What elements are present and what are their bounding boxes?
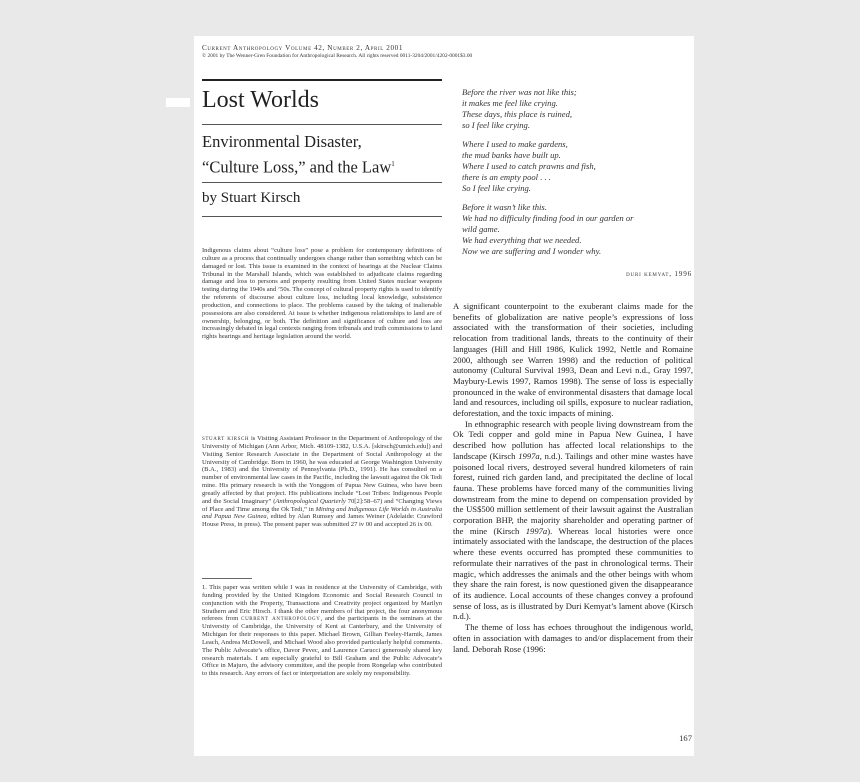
footnote: 1. This paper was written while I was in residence at the University of Cambridge, with funding provided by the United Kingdom Economic and Social Research Council in conjunction with the Property, Transactions and Creativity project organized by Marilyn Strathern and Eric Hirsch. I thank the other members of that project, the four anonymous referees from current anthropology, and the participants in the seminars at the University of Cambridge, the University of Kent at Canterbury, and the University of Michigan for their responses to this paper. Michael Brown, Gillian Feeley-Harnik, James Leach, Andrea McDowell, and Michael Wood also provided particularly helpful comments. The Public Advocate’s office, Davor Pevec, and Laurence Carucci generously shared key research materials. I am especially grateful to Bill Graham and the Public Advocate’s Office in Majuro, the advisory committee, and the people from Rongelap who contributed to this research. Any errors of fact or interpretation are solely my responsibility.	[202, 584, 443, 678]
subtitle-line-2: “Culture Loss,” and the Law$^1$	[202, 157, 395, 177]
article-subtitle	[202, 131, 395, 179]
body-paragraph: A significant counterpoint to the exuberant claims made for the benefits of globalization are native people’s expressions of loss associated with the transformation of their societies, including relocation from traditional lands, threats to the continuity of their languages (Hill and Hill 1986, Kulick 1992, Nettle and Romaine 2000, although see Warren 1998) and the reduction of political autonomy (Cultural Survival 1993, Dean and Levi n.d., Gray 1997, Maybury-Lewis 1997, Ramos 1998). The sense of loss is especially pronounced in the wake of environmental disasters that damage local land and resources, including oil spills, exposure to nuclear radiation, deforestation, and the toxic impacts of mining.	[453, 301, 693, 419]
title-rule	[202, 124, 442, 125]
title-rule-top	[202, 79, 442, 81]
poem-stanza: Where I used to make gardens, the mud banks have built up. Where I used to catch prawns and fish, there is an empty pool . . . So I feel like crying.	[462, 139, 596, 193]
subtitle-rule	[202, 182, 442, 183]
page-side-tab	[166, 98, 190, 107]
author-bio: stuart kirsch is Visiting Assistant Professor in the Department of Anthropology of the University of Michigan (Ann Arbor, Mich. 48109-1382, U.S.A. [skirsch@umich.edu]) and Visiting Senior Research Associate in the Department of Social Anthropology at the University of Cambridge. Born in 1960, he was educated at George Washington University (B.A., 1983) and the University of Pennsylvania (Ph.D., 1991). He has consulted on a number of environmental law cases in the Pacific, including the lawsuit against the Ok Tedi mine. His primary research is with the Yonggom of Papua New Guinea, who have been greatly affected by that project. His publications include “Lost Tribes: Indigenous People and the Social Imaginary” (Anthropological Quarterly 70[2]:58–67) and “Changing Views of Place and Time among the Ok Tedi,” in Mining and Indigenous Life Worlds in Australia and Papua New Guinea, edited by Alan Rumsey and James Weiner (Adelaide: Crawford House Press, in press). The present paper was submitted 27 iv 00 and accepted 26 ix 00.	[202, 435, 443, 529]
footnote-rule	[202, 578, 252, 579]
journal-header	[202, 44, 682, 60]
bio-name: stuart kirsch	[202, 435, 250, 442]
journal-copyright: © 2001 by The Wenner-Gren Foundation for Anthropological Research. All rights reserved 0011-3204/2001/4202-0001$3.00	[202, 53, 473, 59]
body-paragraph: The theme of loss has echoes throughout the indigenous world, often in association with damages to and/or displacement from their land. Deborah Rose (1996:	[453, 622, 693, 654]
epigraph-poem	[462, 87, 692, 265]
poem-stanza: Before it wasn’t like this. We had no difficulty finding food in our garden or wild game. We had everything that we needed. Now we are suffering and I wonder why.	[462, 202, 634, 256]
subtitle-line-1: Environmental Disaster,	[202, 132, 362, 151]
journal-citation: Current Anthropology Volume 42, Number 2, April 2001	[202, 44, 404, 52]
footnote-marker[interactable]: 1	[391, 160, 395, 168]
poem-attribution: duri kemyat, 1996	[626, 270, 692, 278]
article-title: Lost Worlds	[202, 87, 319, 113]
author-rule	[202, 216, 442, 217]
article-author: by Stuart Kirsch	[202, 190, 301, 206]
page-number: 167	[679, 733, 692, 743]
body-paragraph: In ethnographic research with people living downstream from the Ok Tedi copper and gold mine in Papua New Guinea, I have described how pollution has affected local relationships to the landscape (Kirsch 1997a, n.d.). Tailings and other mine wastes have poisoned local rivers, destroyed several hundred kilometers of rain forest, ruined rich garden land, and precipitated the decline of local fauna. These problems have forced many of the communities living downstream from the mine to depend on compensation provided by the US$500 million settlement of their lawsuit against the Australian corporation BHP, the majority shareholder and operating partner of the mine (Kirsch 1997a). Whereas local histories were once intimately associated with the landscape, the destruction of the places where these events occurred has prompted these communities to reformulate their narratives of the past in chronological terms. Their magic, which addresses the animals and the other beings with whom they share the rain forest, is now questioned given the disappearance of its audience. Local accounts of these changes convey a profound sense of loss, as is illustrated by Duri Kemyat’s lament above (Kirsch n.d.).	[453, 418, 693, 622]
poem-stanza: Before the river was not like this; it makes me feel like crying. These days, this place is ruined, so I feel like crying.	[462, 87, 577, 130]
abstract: Indigenous claims about “culture loss” pose a problem for contemporary definitions of culture as a process that continually undergoes change rather than something which can be damaged or lost. This issue is examined in the context of hearings at the Nuclear Claims Tribunal in the Marshall Islands, which was established to adjudicate claims regarding damage and loss to persons and property resulting from United States nuclear weapons testing during the 1940s and ’50s. The concept of cultural property rights is used to identify the referents of discourse about culture loss, including local knowledge, subsistence production, and connections to place. The problems caused by the taking of inalienable possessions are also considered. At issue is whether indigenous relationships to land are of ownership, belonging, or both. The definition and significance of culture and loss are increasingly debated in legal contexts ranging from tribunals and truth commissions to land rights hearings and heritage legislation around the world.	[202, 247, 442, 341]
body-text	[453, 301, 693, 654]
